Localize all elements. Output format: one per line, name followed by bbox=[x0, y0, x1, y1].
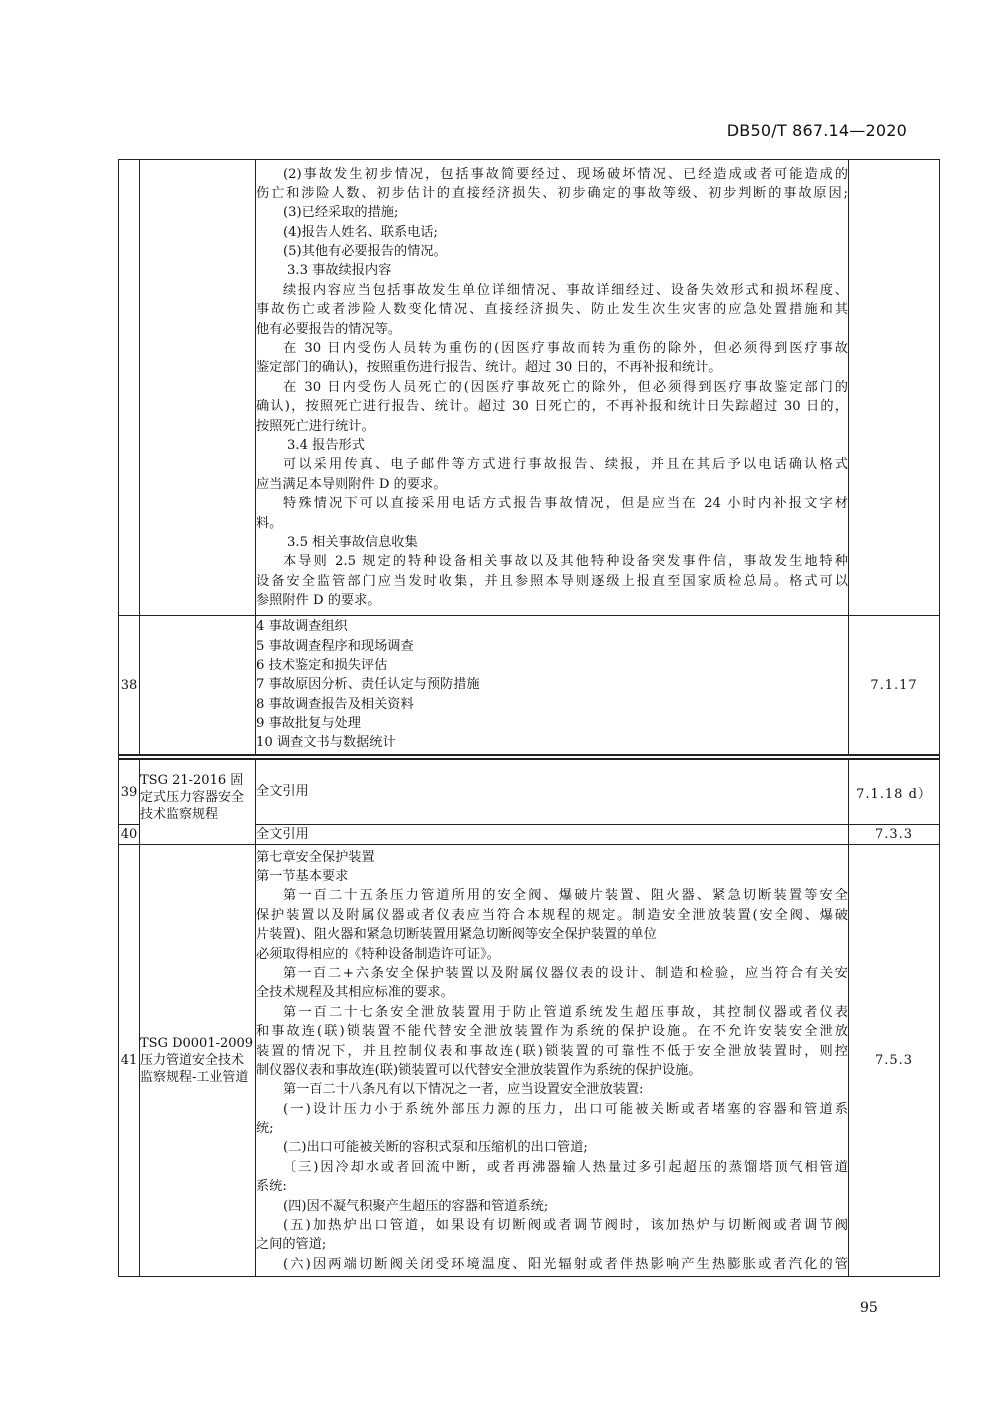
content-line: 和事故连(联)锁装置不能代替安全泄放装置作为系统的保护设施。在不允许安装安全泄放 bbox=[256, 1024, 848, 1040]
content-line: 制仪器仪表和事故连(联)锁装置可以代替安全泄放装置作为系统的保护设施。 bbox=[256, 1062, 702, 1078]
content-line: 6 技术鉴定和损失评估 bbox=[256, 657, 388, 673]
content-line: 伤亡和涉险人数、初步估计的直接经济损失、初步确定的事故等级、初步判断的事故原因; bbox=[256, 185, 848, 201]
standards-table bbox=[118, 159, 940, 1277]
content-line: 可以采用传真、电子邮件等方式进行事故报告、续报，并且在其后予以电话确认格式 bbox=[283, 457, 848, 473]
standard-name bbox=[140, 160, 256, 616]
content-line: 全文引用 bbox=[256, 827, 309, 842]
content-line: 装置的情况下，并且控制仪表和事故连(联)锁装置的可靠性不低于安全泄放装置时，则控 bbox=[256, 1043, 848, 1059]
content-line: 5 事故调查程序和现场调查 bbox=[256, 638, 414, 654]
content-line: 保护装置以及附属仪器或者仪表应当符合本规程的规定。制造安全泄放装置(安全阀、爆破 bbox=[256, 907, 848, 923]
content-line: (六)因两端切断阀关闭受环境温度、阳光辐射或者伴热影响产生热膨胀或者汽化的管 bbox=[283, 1256, 848, 1272]
content-line: (四)因不凝气积聚产生超压的容器和管道系统; bbox=[283, 1198, 549, 1214]
content-line: 确认)，按照死亡进行报告、统计。超过 30 日死亡的，不再补报和统计日失踪超过 30 日的， bbox=[256, 399, 848, 415]
content-line: 他有必要报告的情况等。 bbox=[256, 321, 402, 337]
content-line: 统; bbox=[256, 1121, 274, 1137]
content-line: (3)已经采取的措施; bbox=[283, 205, 399, 221]
clause-reference: 7.3.3 bbox=[849, 825, 940, 845]
content-line: 按照死亡进行统计。 bbox=[256, 418, 375, 434]
row-number bbox=[119, 160, 140, 616]
content-line: 第一百二十八条凡有以下情况之一者，应当设置安全泄放装置: bbox=[283, 1082, 644, 1098]
content-line: 〔三)因冷却水或者回流中断，或者再沸器输人热量过多引起超压的蒸馏塔顶气相管道 bbox=[283, 1159, 848, 1175]
content-line: 7 事故原因分析、责任认定与预防措施 bbox=[256, 677, 480, 693]
row-content bbox=[256, 845, 849, 1277]
content-line: (2)事故发生初步情况，包括事故简要经过、现场破坏情况、已经造成或者可能造成的 bbox=[283, 166, 848, 182]
standard-name: TSG 21-2016 固定式压力容器安全技术监察规程 bbox=[140, 760, 256, 845]
double-rule bbox=[119, 755, 939, 759]
content-line: 第一百二+六条安全保护装置以及附属仪器仪表的设计、制造和检验，应当符合有关安 bbox=[283, 965, 848, 981]
content-line: 设备安全监管部门应当发时收集，并且参照本导则逐级上报直至国家质检总局。格式可以 bbox=[256, 573, 848, 589]
table-row bbox=[119, 845, 940, 1277]
content-line: 特殊情况下可以直接采用电话方式报告事故情况，但是应当在 24 小时内补报文字材 bbox=[283, 496, 848, 512]
table-row bbox=[119, 160, 940, 616]
row-content bbox=[256, 825, 849, 845]
content-line: 鉴定部门的确认)，按照重伤进行报告、统计。超过 30 日的，不再补报和统计。 bbox=[256, 360, 722, 376]
page-number: 95 bbox=[860, 1300, 878, 1316]
row-number: 39 bbox=[119, 760, 140, 825]
content-line: (五)加热炉出口管道，如果设有切断阀或者调节阀时，该加热炉与切断阀或者调节阀 bbox=[283, 1218, 848, 1234]
row-content bbox=[256, 160, 849, 616]
content-line: 必须取得相应的《特种设备制造许可证》。 bbox=[256, 946, 500, 962]
row-number: 40 bbox=[119, 825, 140, 845]
content-line: 续报内容应当包括事故发生单位详细情况、事故详细经过、设备失效形式和损坏程度、 bbox=[283, 282, 848, 298]
content-line: 9 事故批复与处理 bbox=[256, 716, 361, 732]
content-line: 10 调查文书与数据统计 bbox=[256, 735, 396, 751]
content-line: (5)其他有必要报告的情况。 bbox=[283, 244, 447, 260]
standard-name bbox=[140, 616, 256, 755]
row-number: 41 bbox=[119, 845, 140, 1277]
content-line: 第一百二十七条安全泄放装置用于防止管道系统发生超压事故，其控制仪器或者仪表 bbox=[283, 1004, 848, 1020]
content-line: (4)报告人姓名、联系电话; bbox=[283, 224, 438, 240]
content-line: 全技术规程及其相应标准的要求。 bbox=[256, 985, 454, 1001]
section-heading: 3.3 事故续报内容 bbox=[287, 263, 392, 279]
standard-name: TSG D0001-2009 压力管道安全技术监察规程-工业管道 bbox=[140, 845, 256, 1277]
section-heading: 第一节基本要求 bbox=[256, 868, 349, 884]
table-row bbox=[119, 616, 940, 755]
content-line: (二)出口可能被关断的容积式泵和压缩机的出口管道; bbox=[283, 1140, 588, 1156]
document-code: DB50/T 867.14—2020 bbox=[726, 121, 907, 140]
clause-reference: 7.1.18 d） bbox=[849, 760, 940, 825]
content-line: 片装置)、阻火器和紧急切断装置用紧急切断阀等安全保护装置的单位 bbox=[256, 927, 657, 943]
content-line: (一)设计压力小于系统外部压力源的压力，出口可能被关断或者堵塞的容器和管道系 bbox=[283, 1101, 848, 1117]
content-line: 系统: bbox=[256, 1179, 287, 1195]
content-line: 全文引用 bbox=[256, 784, 309, 800]
clause-reference bbox=[849, 160, 940, 616]
content-line: 事故伤亡或者涉险人数变化情况、直接经济损失、防止发生次生灾害的应急处置措施和其 bbox=[256, 302, 848, 318]
row-content bbox=[256, 616, 849, 755]
content-line: 参照附件 D 的要求。 bbox=[256, 593, 381, 609]
section-heading: 3.4 报告形式 bbox=[287, 437, 365, 453]
content-line: 在 30 日内受伤人员转为重伤的(因医疗事故而转为重伤的除外，但必须得到医疗事故 bbox=[283, 341, 848, 357]
row-content bbox=[256, 760, 849, 825]
content-line: 应当满足本导则附件 D 的要求。 bbox=[256, 476, 447, 492]
section-heading: 3.5 相关事故信息收集 bbox=[287, 534, 418, 550]
clause-reference: 7.5.3 bbox=[849, 845, 940, 1277]
content-line: 本导则 2.5 规定的特种设备相关事故以及其他特种设备突发事件信，事故发生地特种 bbox=[283, 554, 848, 570]
clause-reference: 7.1.17 bbox=[849, 616, 940, 755]
chapter-heading: 第七章安全保护装置 bbox=[256, 849, 375, 865]
content-line: 之间的管道; bbox=[256, 1237, 327, 1253]
content-line: 4 事故调查组织 bbox=[256, 619, 348, 635]
content-line: 第一百二十五条压力管道所用的安全阀、爆破片装置、阻火器、紧急切断装置等安全 bbox=[283, 888, 848, 904]
table-row bbox=[119, 760, 940, 825]
content-line: 在 30 日内受伤人员死亡的(因医疗事故死亡的除外，但必须得到医疗事故鉴定部门的 bbox=[283, 379, 848, 395]
content-line: 料。 bbox=[256, 515, 283, 531]
row-number: 38 bbox=[119, 616, 140, 755]
content-line: 8 事故调查报告及相关资料 bbox=[256, 696, 414, 712]
